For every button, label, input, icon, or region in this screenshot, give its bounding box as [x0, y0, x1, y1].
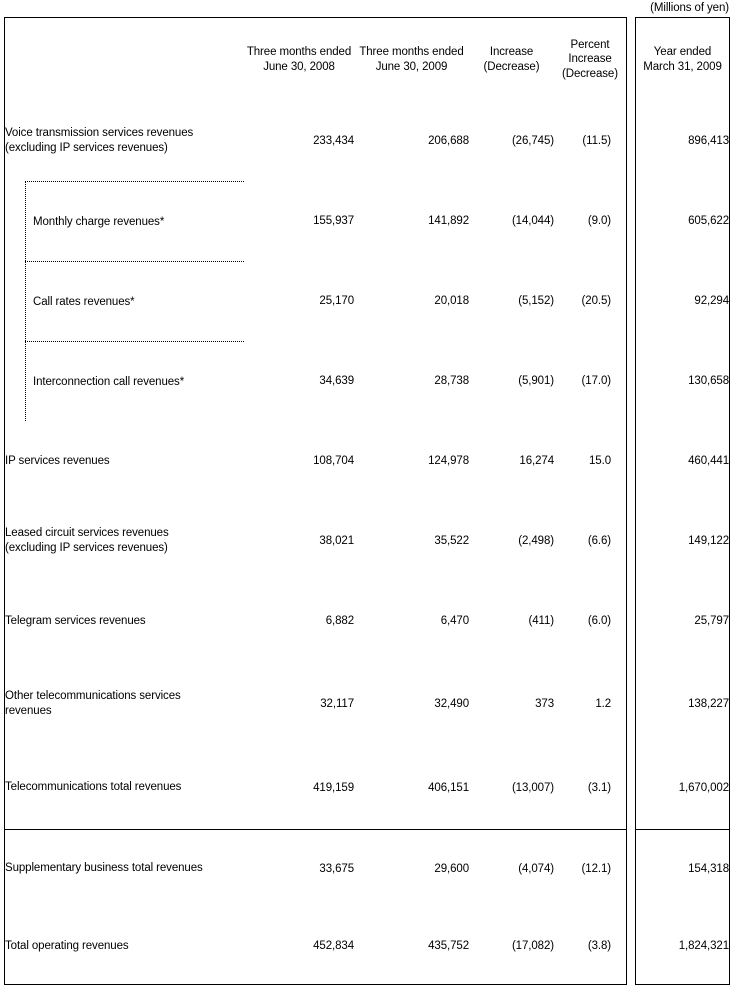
table-row — [636, 101, 729, 181]
table-row — [5, 581, 626, 661]
row-label-monthly-charge — [5, 181, 244, 261]
main-columns-block — [4, 17, 627, 985]
table-row — [5, 101, 626, 181]
table-row — [5, 501, 626, 581]
table-header-row — [5, 18, 626, 101]
table-row — [5, 261, 626, 341]
table-row — [636, 181, 729, 261]
cell-total-operating-2008: 452,834 — [313, 940, 354, 952]
cell-voice-transmission-year: 896,413 — [688, 135, 729, 147]
cell-call-rates-2008: 25,170 — [319, 295, 354, 307]
row-label-ip-services — [5, 421, 244, 501]
cell-telegram-year: 25,797 — [694, 615, 729, 627]
cell-telegram-2008: 6,882 — [325, 615, 354, 627]
cell-telecommunications-total-percent: (3.1) — [587, 781, 611, 794]
sub-row-wrapper — [5, 181, 244, 261]
cell-interconnection-call-increase: (5,901) — [518, 375, 554, 387]
header-cell-increase — [469, 18, 554, 101]
cell-interconnection-call-percent: (17.0) — [581, 375, 611, 387]
cell-ip-services-2008: 108,704 — [313, 455, 354, 467]
revenue-breakdown-table — [4, 17, 730, 985]
cell-total-operating-year: 1,824,321 — [678, 940, 729, 952]
cell-ip-services-increase: 16,274 — [519, 455, 554, 467]
table-row — [636, 661, 729, 746]
cell-supplementary-business-total-2009: 29,600 — [354, 829, 469, 908]
header-percent-line2: Increase — [568, 53, 612, 66]
cell-monthly-charge-2008: 155,937 — [313, 215, 354, 227]
row-label-line2: revenues — [5, 704, 52, 717]
cell-monthly-charge-2009: 141,892 — [428, 215, 469, 227]
row-label-line1: Voice transmission services revenues — [5, 127, 194, 139]
table-row — [636, 746, 729, 829]
table-row — [636, 421, 729, 501]
main-grid — [5, 18, 626, 984]
header-year-line2: March 31, 2009 — [643, 60, 722, 73]
cell-voice-transmission-2008: 233,434 — [313, 135, 354, 147]
table-row — [5, 421, 626, 501]
header-increase-line2: (Decrease) — [483, 60, 540, 73]
row-label-line1: Interconnection call revenues* — [33, 375, 185, 388]
cell-other-telecommunications-2008: 32,117 — [320, 697, 354, 710]
cell-supplementary-business-total-increase: (4,074) — [469, 829, 554, 908]
cell-ip-services-percent: 15.0 — [589, 455, 611, 467]
cell-interconnection-call-2008: 34,639 — [319, 375, 354, 387]
row-label-total-operating — [5, 908, 244, 984]
header-cell-2009 — [354, 18, 469, 101]
cell-telegram-2009: 6,470 — [440, 615, 469, 627]
sub-row-wrapper — [5, 341, 244, 421]
cell-leased-circuit-year: 149,122 — [688, 535, 729, 547]
row-label-voice-transmission — [5, 101, 244, 181]
cell-call-rates-2009: 20,018 — [434, 295, 469, 307]
cell-call-rates-percent: (20.5) — [581, 295, 611, 307]
year-header-row — [636, 18, 729, 101]
header-2009-line1: Three months ended — [359, 46, 464, 58]
header-increase-line1: Increase — [489, 46, 534, 58]
cell-leased-circuit-2009: 35,522 — [434, 535, 469, 547]
row-label-line1: Telegram services revenues — [5, 614, 146, 627]
cell-monthly-charge-increase: (14,044) — [511, 215, 554, 227]
header-cell-2008 — [244, 18, 354, 101]
header-cell-label — [5, 18, 244, 101]
cell-telecommunications-total-increase: (13,007) — [511, 781, 554, 794]
cell-supplementary-business-total-year: 154,318 — [636, 829, 729, 908]
header-2009-line2: June 30, 2009 — [375, 60, 448, 73]
cell-total-operating-2009: 435,752 — [428, 940, 469, 952]
table-row — [5, 661, 626, 746]
header-cell-percent — [554, 18, 626, 101]
table-row — [636, 261, 729, 341]
cell-voice-transmission-2009: 206,688 — [428, 135, 469, 147]
cell-telegram-percent: (6.0) — [587, 615, 611, 627]
row-label-line2: (excluding IP services revenues) — [5, 542, 168, 554]
cell-other-telecommunications-percent: 1.2 — [595, 697, 611, 710]
cell-interconnection-call-2009: 28,738 — [434, 375, 469, 387]
sub-row-label — [25, 341, 244, 421]
row-label-other-telecommunications — [5, 661, 244, 746]
cell-monthly-charge-year: 605,622 — [688, 215, 729, 227]
cell-call-rates-year: 92,294 — [694, 295, 729, 307]
sub-row-label — [25, 181, 244, 261]
table-row — [636, 341, 729, 421]
cell-ip-services-2009: 124,978 — [428, 455, 469, 467]
sub-row-wrapper — [5, 261, 244, 341]
header-percent-line3: (Decrease) — [562, 67, 618, 80]
cell-telecommunications-total-2008: 419,159 — [313, 781, 354, 794]
table-row — [636, 581, 729, 661]
year-grid — [636, 18, 729, 984]
cell-voice-transmission-percent: (11.5) — [582, 135, 611, 147]
cell-supplementary-business-total-2008: 33,675 — [244, 829, 354, 908]
cell-call-rates-increase: (5,152) — [518, 295, 554, 307]
table-row — [636, 501, 729, 581]
table-row — [5, 746, 626, 829]
cell-ip-services-year: 460,441 — [688, 455, 729, 467]
row-label-supplementary-business-total — [5, 829, 244, 908]
table-row — [636, 829, 729, 908]
table-row — [5, 341, 626, 421]
cell-leased-circuit-increase: (2,498) — [518, 535, 554, 547]
row-label-line1: Telecommunications total revenues — [5, 781, 182, 793]
row-label-line1: Other telecommunications services — [5, 689, 181, 702]
cell-total-operating-increase: (17,082) — [511, 940, 554, 952]
header-percent-line1: Percent — [570, 38, 610, 51]
header-cell-year-ended — [636, 18, 729, 101]
row-label-interconnection-call — [5, 341, 244, 421]
cell-telecommunications-total-year: 1,670,002 — [678, 781, 729, 794]
row-label-line2: (excluding IP services revenues) — [5, 142, 168, 154]
units-note: (Millions of yen) — [650, 2, 729, 14]
row-label-line1: Call rates revenues* — [33, 295, 135, 308]
cell-leased-circuit-2008: 38,021 — [319, 535, 354, 547]
cell-monthly-charge-percent: (9.0) — [587, 215, 611, 227]
cell-total-operating-percent: (3.8) — [587, 940, 611, 952]
row-label-line1: IP services revenues — [5, 454, 110, 467]
cell-interconnection-call-year: 130,658 — [688, 375, 729, 387]
cell-telecommunications-total-2009: 406,151 — [428, 781, 469, 794]
row-label-telegram — [5, 581, 244, 661]
cell-supplementary-business-total-percent: (12.1) — [554, 829, 626, 908]
row-label-line1: Leased circuit services revenues — [5, 527, 169, 539]
table-row — [636, 908, 729, 984]
sub-row-label — [25, 261, 244, 341]
row-label-line1: Total operating revenues — [5, 939, 129, 952]
cell-voice-transmission-increase: (26,745) — [511, 135, 554, 147]
cell-other-telecommunications-increase: 373 — [535, 697, 554, 710]
header-year-line1: Year ended — [653, 46, 712, 58]
cell-telegram-increase: (411) — [528, 615, 554, 627]
table-row — [5, 829, 626, 908]
year-ended-column-block — [635, 17, 730, 985]
table-row — [5, 908, 626, 984]
row-label-telecommunications-total — [5, 746, 244, 829]
cell-other-telecommunications-2009: 32,490 — [434, 697, 469, 710]
row-label-leased-circuit — [5, 501, 244, 581]
table-row — [5, 181, 626, 261]
row-label-line1: Supplementary business total revenues — [5, 862, 203, 874]
header-2008-line1: Three months ended — [246, 46, 352, 58]
row-label-call-rates — [5, 261, 244, 341]
cell-leased-circuit-percent: (6.6) — [587, 535, 611, 547]
row-label-line1: Monthly charge revenues* — [33, 215, 165, 228]
cell-other-telecommunications-year: 138,227 — [688, 697, 729, 710]
header-2008-line2: June 30, 2008 — [263, 60, 335, 73]
